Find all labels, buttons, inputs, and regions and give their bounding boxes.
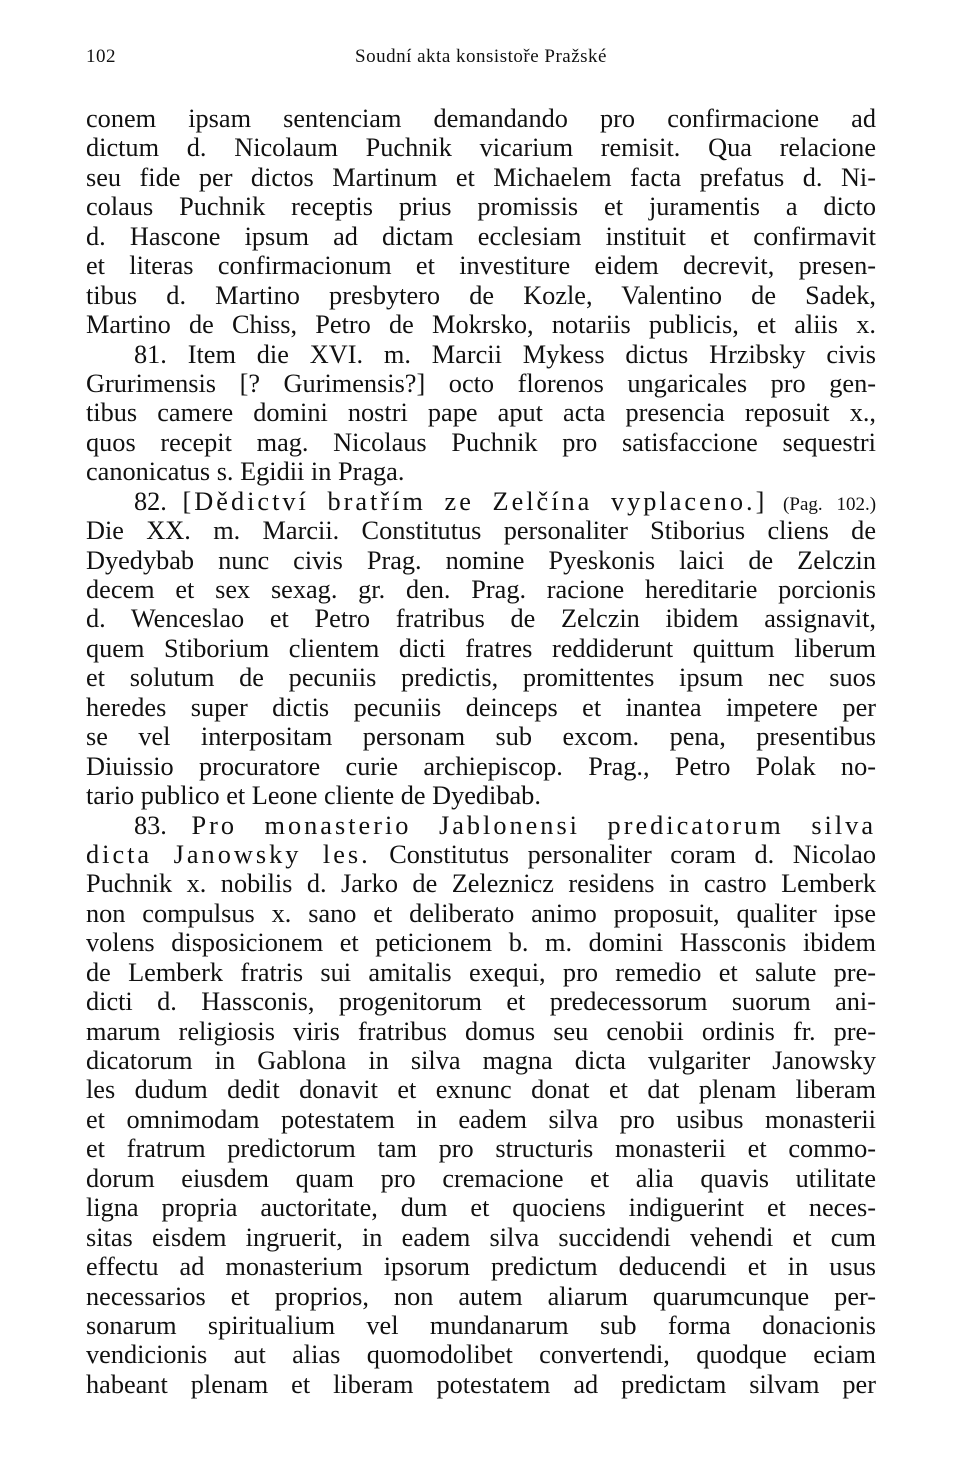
text-line: dictum d. Nicolaum Puchnik vicarium remisit. Qua relacione	[86, 133, 876, 163]
entry-83-text: Constitutus personaliter coram d. Nicolao	[389, 839, 877, 869]
text-line: et literas confirmacionum et investiture eidem decrevit, presen-	[86, 251, 876, 281]
text-line: effectu ad monasterium ipsorum predictum deducendi et in usus	[86, 1252, 876, 1282]
text-line: sitas eisdem ingruerit, in eadem silva succidendi vehendi et cum	[86, 1222, 876, 1252]
text-line: ligna propria auctoritate, dum et quociens indiguerint et neces-	[86, 1193, 876, 1223]
text-line: sonarum spiritualium vel mundanarum sub forma donacionis	[86, 1310, 876, 1340]
text-line: Diuissio procuratore curie archiepiscop. Prag., Petro Polak no-	[86, 751, 876, 781]
document-body	[86, 104, 876, 1399]
text-line: canonicatus s. Egidii in Praga.	[86, 457, 405, 487]
text-line: et solutum de pecuniis predictis, promittentes ipsum nec suos	[86, 663, 876, 693]
text-line: se vel interpositam personam sub excom. pena, presentibus	[86, 722, 876, 752]
text-line: et fratrum predictorum tam pro structuris monasterii et commo-	[86, 1134, 876, 1164]
entry-83-heading: Pro monasterio Jablonensi predicatorum silva	[191, 810, 876, 840]
text-line: quem Stiborium clientem dicti fratres reddiderunt quittum liberum	[86, 633, 876, 663]
text-line: seu fide per dictos Martinum et Michaelem facta prefatus d. Ni-	[86, 162, 876, 192]
text-line: quos recepit mag. Nicolaus Puchnik pro satisfaccione sequestri	[86, 427, 876, 457]
text-line: dicti d. Hassconis, progenitorum et predecessorum suorum ani-	[86, 987, 876, 1017]
text-line: heredes super dictis pecuniis deinceps et inantea impetere per	[86, 692, 876, 722]
text-line: dorum eiusdem quam pro cremacione et alia quavis utilitate	[86, 1163, 876, 1193]
entry-81-start: 81. Item die XVI. m. Marcii Mykess dictus Hrzibsky civis	[134, 339, 876, 369]
text-line: Grurimensis [? Gurimensis?] octo florenos ungaricales pro gen-	[86, 368, 876, 398]
page-header	[86, 40, 876, 70]
text-line: necessarios et proprios, non autem aliarum quarumcunque per-	[86, 1281, 876, 1311]
entry-82-number: 82.	[134, 486, 167, 516]
page-reference: (Pag. 102.)	[783, 493, 877, 515]
text-line: Martino de Chiss, Petro de Mokrsko, notariis publicis, et aliis x.	[86, 310, 876, 340]
entry-83-number: 83.	[134, 810, 167, 840]
text-line: les dudum dedit donavit et exnunc donat et dat plenam liberam	[86, 1075, 876, 1105]
text-line: habeant plenam et liberam potestatem ad predictam silvam per	[86, 1369, 876, 1399]
text-line: tibus d. Martino presbytero de Kozle, Valentino de Sadek,	[86, 280, 876, 310]
text-line: d. Hascone ipsum ad dictam ecclesiam instituit et confirmavit	[86, 221, 876, 251]
text-line: marum religiosis viris fratribus domus seu cenobii ordinis fr. pre-	[86, 1016, 876, 1046]
entry-83-heading-end: dicta Janowsky les.	[86, 839, 371, 869]
text-line: de Lemberk fratris sui amitalis exequi, pro remedio et salute pre-	[86, 957, 876, 987]
entry-82-heading-line	[86, 487, 876, 516]
text-line: decem et sex sexag. gr. den. Prag. racione hereditarie porcionis	[86, 575, 876, 604]
text-line: Die XX. m. Marcii. Constitutus personaliter Stiborius cliens de	[86, 516, 876, 546]
text-line: Puchnik x. nobilis d. Jarko de Zeleznicz residens in castro Lemberk	[86, 869, 876, 899]
text-line: et omnimodam potestatem in eadem silva pro usibus monasterii	[86, 1104, 876, 1134]
text-line: d. Wenceslao et Petro fratribus de Zelczin ibidem assignavit,	[86, 604, 876, 634]
text-line: conem ipsam sentenciam demandando pro confirmacione ad	[86, 104, 876, 133]
text-line: non compulsus x. sano et deliberato animo proposuit, qualiter ipse	[86, 898, 876, 928]
text-line: tario publico et Leone cliente de Dyedibab.	[86, 781, 541, 811]
text-line: Dyedybab nunc civis Prag. nomine Pyeskonis laici de Zelczin	[86, 545, 876, 575]
page-number: 102	[86, 46, 116, 67]
text-line: volens disposicionem et peticionem b. m. domini Hassconis ibidem	[86, 928, 876, 958]
running-title: Soudní akta konsistoře Pražské	[355, 46, 607, 67]
entry-82-heading: [Dědictví bratřím ze Zelčína vyplaceno.]	[182, 486, 768, 516]
text-line: colaus Puchnik receptis prius promissis et juramentis a dicto	[86, 192, 876, 222]
text-line: tibus camere domini nostri pape aput acta presencia reposuit x.,	[86, 398, 876, 428]
text-line: vendicionis aut alias quomodolibet convertendi, quodque eciam	[86, 1340, 876, 1370]
entry-83-heading-continued	[86, 840, 876, 869]
text-line: dicatorum in Gablona in silva magna dicta vulgariter Janowsky	[86, 1046, 876, 1075]
entry-83-heading-line	[86, 811, 876, 840]
